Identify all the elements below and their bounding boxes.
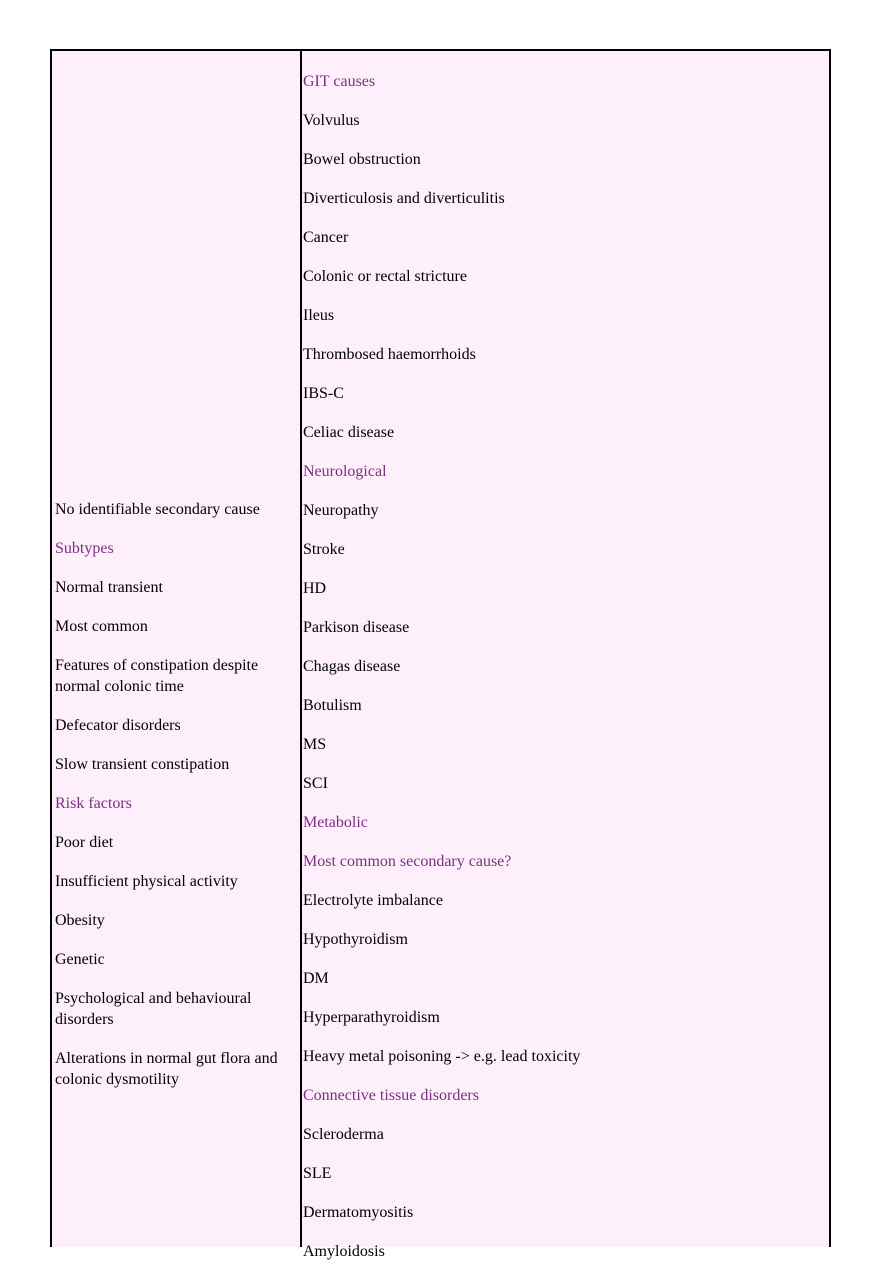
section-heading: Neurological <box>303 463 387 480</box>
list-item: Normal transient <box>55 579 163 596</box>
list-item: Bowel obstruction <box>303 151 421 168</box>
list-item: Electrolyte imbalance <box>303 892 443 909</box>
list-item: Neuropathy <box>303 502 379 519</box>
list-item: MS <box>303 736 327 753</box>
list-item: Alterations in normal gut flora and colonic dysmotility <box>55 1050 278 1088</box>
list-item: Chagas disease <box>303 658 401 675</box>
list-item: Psychological and behavioural disorders <box>55 990 252 1028</box>
list-item: Thrombosed haemorrhoids <box>303 346 476 363</box>
section-heading: Metabolic <box>303 814 368 831</box>
list-item: Botulism <box>303 697 362 714</box>
column-divider <box>300 51 302 1247</box>
list-item: SLE <box>303 1165 332 1182</box>
list-item: Celiac disease <box>303 424 395 441</box>
notes-table <box>50 49 831 1260</box>
section-heading: Most common secondary cause? <box>303 853 512 870</box>
list-item: Diverticulosis and diverticulitis <box>303 190 505 207</box>
section-heading: GIT causes <box>303 73 376 90</box>
section-heading: Risk factors <box>55 795 132 812</box>
list-item: Insufficient physical activity <box>55 873 238 890</box>
list-item: Hypothyroidism <box>303 931 408 948</box>
list-item: Heavy metal poisoning -> e.g. lead toxicity <box>303 1048 581 1065</box>
list-item: Ileus <box>303 307 335 324</box>
list-item: Parkison disease <box>303 619 410 636</box>
list-item: Volvulus <box>303 112 360 129</box>
list-item: Dermatomyositis <box>303 1204 414 1221</box>
primary-constipation-column <box>55 499 295 1108</box>
list-item: Obesity <box>55 912 105 929</box>
list-item: Cancer <box>303 229 349 246</box>
list-item: Genetic <box>55 951 105 968</box>
list-item: DM <box>303 970 329 987</box>
list-item: Features of constipation despite normal colonic time <box>55 657 259 695</box>
list-item: Scleroderma <box>303 1126 384 1143</box>
list-item: SCI <box>303 775 328 792</box>
list-item: Defecator disorders <box>55 717 181 734</box>
list-item: Amyloidosis <box>303 1243 385 1260</box>
list-item: Poor diet <box>55 834 114 851</box>
list-item: Slow transient constipation <box>55 756 230 773</box>
list-item: IBS-C <box>303 385 344 402</box>
list-item: No identifiable secondary cause <box>55 501 260 518</box>
section-heading: Subtypes <box>55 540 114 557</box>
list-item: Hyperparathyroidism <box>303 1009 440 1026</box>
secondary-causes-column <box>303 71 823 1280</box>
section-heading: Connective tissue disorders <box>303 1087 479 1104</box>
list-item: Stroke <box>303 541 345 558</box>
list-item: HD <box>303 580 327 597</box>
list-item: Colonic or rectal stricture <box>303 268 467 285</box>
list-item: Most common <box>55 618 148 635</box>
